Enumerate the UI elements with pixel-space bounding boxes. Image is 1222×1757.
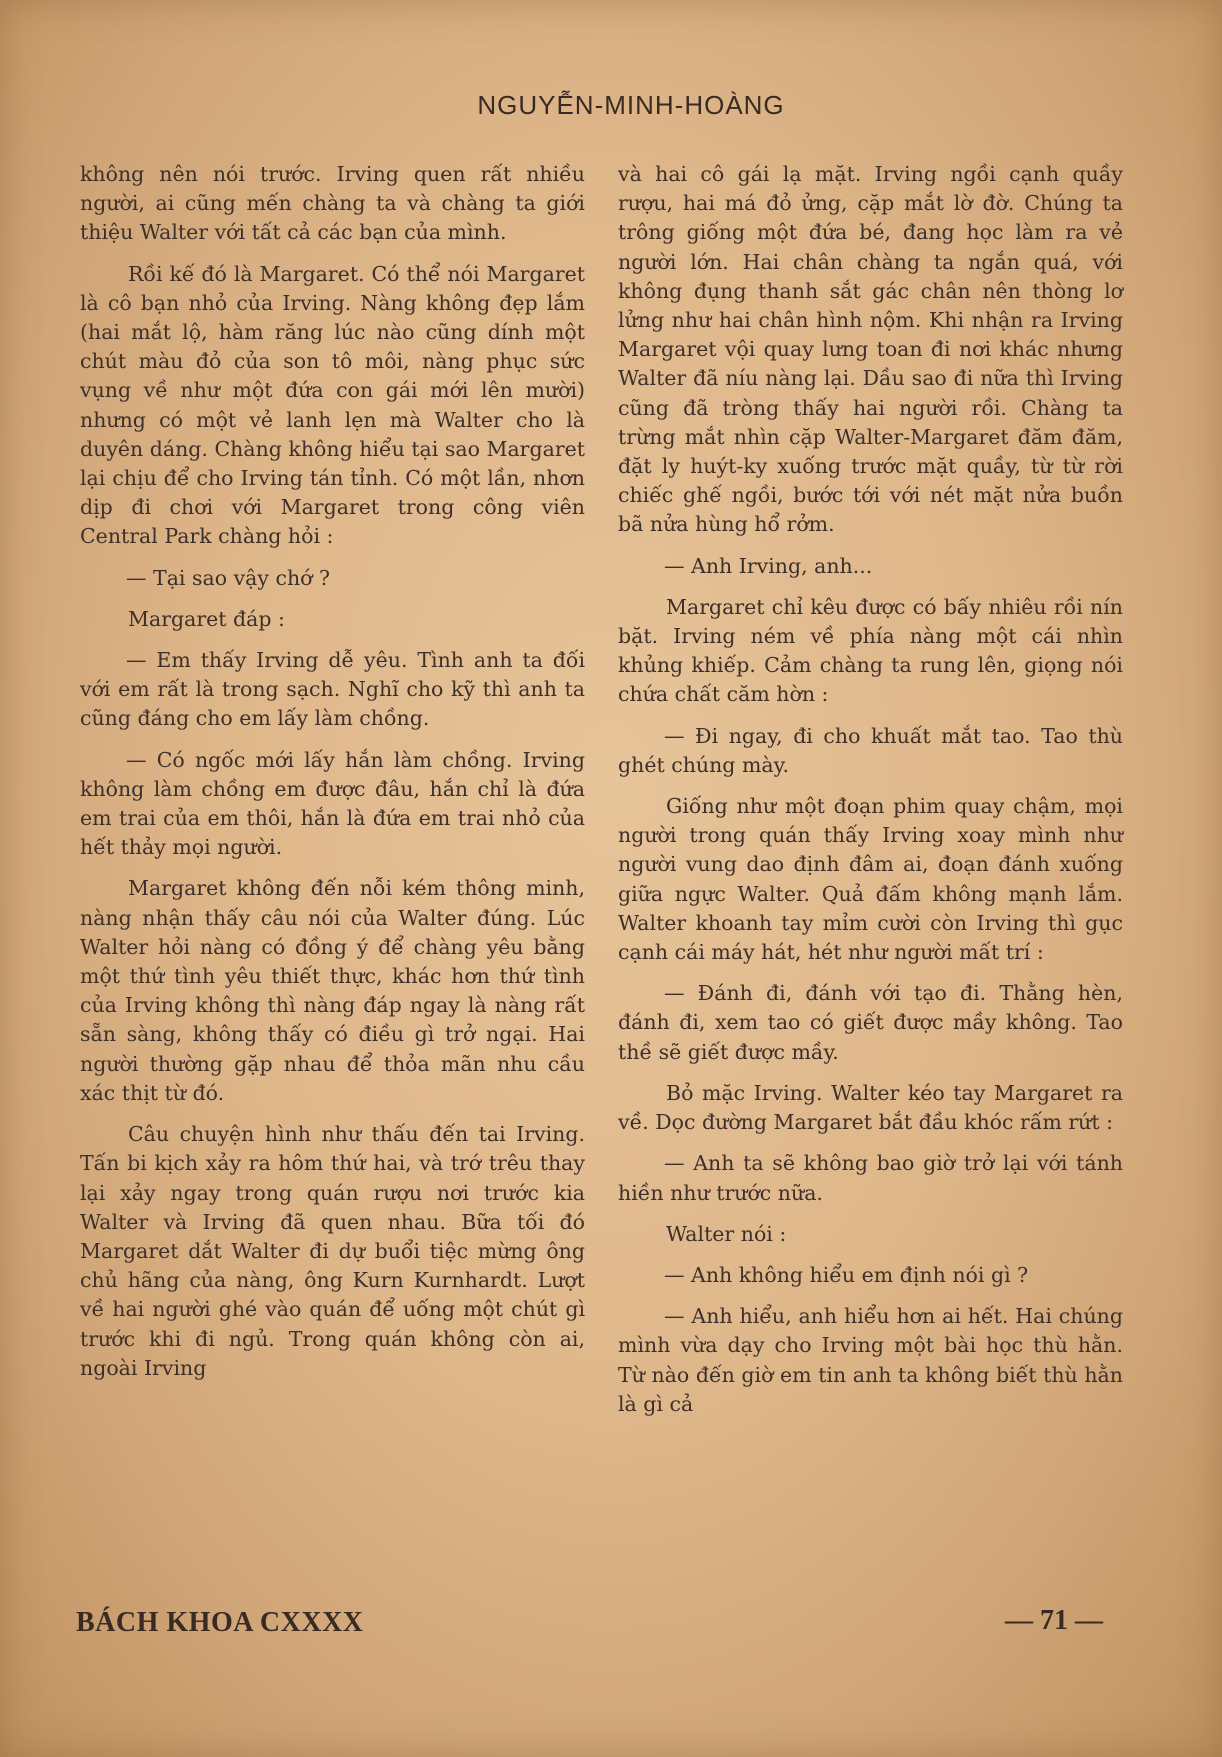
page-header-author: NGUYỄN-MINH-HOÀNG [477,90,785,120]
paragraph: Bỏ mặc Irving. Walter kéo tay Margaret ra về. Dọc đường Margaret bắt đầu khóc rấm rứt : [618,1080,1123,1135]
paragraph: — Tại sao vậy chớ ? [126,565,331,590]
magazine-title-footer: BÁCH KHOA CXXXX [76,1607,364,1638]
paragraph: Rồi kế đó là Margaret. Có thể nói Margaret là cô bạn nhỏ của Irving. Nàng không đẹp lắm (hai mắt lộ, hàm răng lúc nào cũng dính một chút màu đỏ của son tô môi, nàng phục sức vụng về như một đứa con gái mới lên mười) nhưng có một vẻ lanh lẹn mà Walter cho là duyên dáng. Chàng không hiểu tại sao Margaret lại chịu để cho Irving tán tỉnh. Có một lần, nhơn dịp đi chơi với Margaret trong công viên Central Park chàng hỏi : [80,261,585,549]
paragraph: — Anh Irving, anh... [664,553,873,578]
paragraph: — Em thấy Irving dễ yêu. Tình anh ta đối với em rất là trong sạch. Nghĩ cho kỹ thì anh ta cũng đáng cho em lấy làm chồng. [80,648,585,731]
paragraph: — Anh ta sẽ không bao giờ trở lại với tánh hiền như trước nữa. [618,1151,1123,1205]
paragraph: Margaret đáp : [128,606,285,631]
paragraph: Walter nói : [666,1221,787,1246]
paragraph: và hai cô gái lạ mặt. Irving ngồi cạnh quầy rượu, hai má đỏ ửng, cặp mắt lờ đờ. Chúng ta trông giống một đứa bé, đang học làm ra vẻ người lớn. Hai chân chàng ta ngắn quá, với không đụng thanh sắt gác chân nên thòng lơ lửng như hai chân hình nộm. Khi nhận ra Irving Margaret vội quay lưng toan đi nơi khác nhưng Walter đã níu nàng lại. Dầu sao đi nữa thì Irving cũng đã tròng thấy hai người rồi. Chàng ta trừng mắt nhìn cặp Walter-Margaret đăm đăm, đặt ly huýt-ky xuống trước mặt quầy, từ từ rời chiếc ghế ngồi, bước tới với nét mặt nửa buồn bã nửa hùng hổ rởm. [618,162,1123,537]
left-text-column [80,160,585,1395]
paragraph: — Có ngốc mới lấy hắn làm chồng. Irving không làm chồng em được đâu, hắn chỉ là đứa em trai của em thôi, hắn là đứa em trai nhỏ của hết thảy mọi người. [80,747,585,860]
paragraph: Câu chuyện hình như thấu đến tai Irving. Tấn bi kịch xảy ra hôm thứ hai, và trớ trêu thay lại xảy ngay trong quán rượu nơi trước kia Walter và Irving đã quen nhau. Bữa tối đó Margaret dắt Walter đi dự buổi tiệc mừng ông chủ hãng của nàng, ông Kurn Kurnhardt. Lượt về hai người ghé vào quán để uống một chút gì trước khi đi ngủ. Trong quán không còn ai, ngoài Irving [80,1122,585,1380]
paragraph: Margaret không đến nỗi kém thông minh, nàng nhận thấy câu nói của Walter đúng. Lúc Walter hỏi nàng có đồng ý để chàng yêu bằng một thứ tình yêu thiết thực, khác hơn thứ tình của Irving không thì nàng đáp ngay là nàng rất sẵn sàng, không thấy có điều gì trở ngại. Hai người thường gặp nhau để thỏa mãn nhu cầu xác thịt từ đó. [80,876,585,1105]
right-text-column [618,160,1123,1431]
paragraph: — Anh không hiểu em định nói gì ? [664,1262,1029,1287]
paragraph: — Anh hiểu, anh hiểu hơn ai hết. Hai chúng mình vừa dạy cho Irving một bài học thù hằn. Từ nào đến giờ em tin anh ta không biết thù hằn là gì cả [618,1304,1123,1416]
paragraph: — Đánh đi, đánh với tạo đi. Thằng hèn, đánh đi, xem tao có giết được mầy không. Tao thề sẽ giết được mầy. [618,981,1123,1064]
paragraph: Giống như một đoạn phim quay chậm, mọi người trong quán thấy Irving xoay mình như người vung dao định đâm ai, đoạn đánh xuống giữa ngực Walter. Quả đấm không mạnh lắm. Walter khoanh tay mỉm cười còn Irving thì gục cạnh cái máy hát, hét như người mất trí : [618,794,1123,965]
paragraph: Margaret chỉ kêu được có bấy nhiêu rồi nín bặt. Irving ném về phía nàng một cái nhìn khủng khiếp. Cảm chàng ta rung lên, giọng nói chứa chất căm hờn : [618,594,1123,707]
paragraph: không nên nói trước. Irving quen rất nhiều người, ai cũng mến chàng ta và chàng ta giới thiệu Walter với tất cả các bạn của mình. [80,162,585,245]
paragraph: — Đi ngay, đi cho khuất mắt tao. Tao thù ghét chúng mày. [618,723,1123,777]
page-number: — 71 — [1005,1605,1103,1636]
